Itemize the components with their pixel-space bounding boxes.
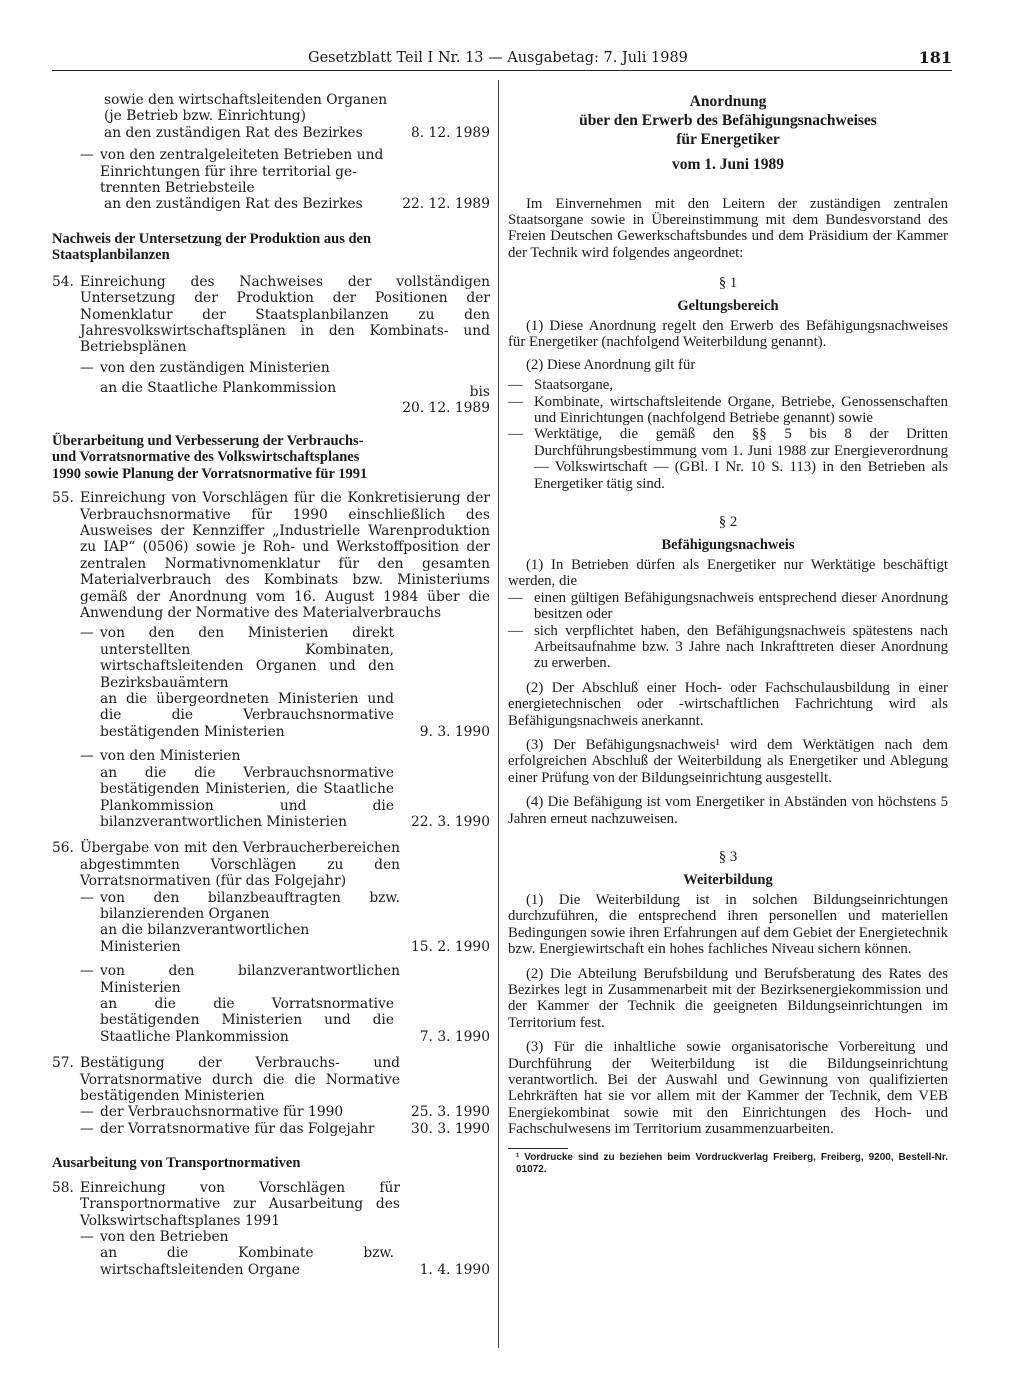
section-title: Befähigungsnachweis	[661, 536, 795, 553]
ordinance-date: vom 1. Juni 1989	[672, 156, 784, 173]
page-number: 181	[918, 48, 952, 67]
page-header	[52, 50, 952, 71]
deadline-row	[52, 196, 490, 212]
list-text: sich verpflichtet haben, den Befähigungsnachweis spätestens nach Arbeitsaufnahme bzw. 3 Jahre nach Inkrafttreten dieser Anordnung zu erwerben.	[534, 622, 948, 672]
dash-marker: —	[508, 589, 523, 606]
paragraph: (2) Der Abschluß einer Hoch- oder Fachschulausbildung in einer energietechnischen oder -wirtschaftlichen Fachrichtung wird als Befähigungsnachweis anerkannt.	[508, 679, 948, 729]
section-number: § 2	[718, 514, 738, 531]
dash-marker: —	[80, 748, 94, 765]
dash-marker: —	[80, 963, 94, 980]
recipient-text: an die übergeordneten Ministerien und die die Verbrauchsnormative bestätigenden Ministerien	[100, 691, 394, 740]
section-heading: und Vorratsnormative des Volkswirtschaftsplanes	[52, 449, 360, 466]
paragraph: (1) Diese Anordnung regelt den Erwerb des Befähigungsnachweises für Energetiker (nachfolgend Weiterbildung genannt).	[508, 318, 948, 351]
sub-text: der Vorratsnormative für das Folgejahr	[100, 1120, 375, 1137]
text-line: (je Betrieb bzw. Einrichtung)	[104, 108, 307, 125]
recipient-text: an die bilanzverantwortlichen Ministerien	[100, 922, 310, 955]
deadline-date: 15. 2. 1990	[411, 938, 490, 955]
dash-marker: —	[508, 393, 523, 410]
dash-marker: —	[80, 889, 94, 906]
deadline-row	[52, 1245, 490, 1278]
list-item	[52, 1104, 490, 1120]
recipient-text: an die die Vorratsnormative bestätigenden Ministerien und die Staatliche Plankommission	[100, 995, 394, 1045]
item-number: 54.	[52, 273, 74, 290]
list-item	[52, 748, 490, 764]
section-title: Weiterbildung	[683, 871, 773, 888]
list-text: Staatsorgane,	[534, 377, 614, 394]
recipient-text: an die Staatliche Plankommission	[100, 380, 337, 397]
footnote-rule	[508, 1148, 568, 1149]
column-divider	[498, 80, 499, 1348]
item-text: Einreichung von Vorschlägen für Transportnormative zur Ausarbeitung des Volkswirtschaftsplanes 1991	[80, 1179, 400, 1229]
paragraph: (3) Für die inhaltliche sowie organisatorische Vorbereitung und Durchführung der Weiterbildung ist die Bildungseinrichtung verantwortlich. Bei der Auswahl und Gewinnung von qualifizierten Lehrkräften hat sie vor allem mit der Kammer der Technik, dem VEB Energiekombinat sowie mit den Einrichtungen des Hoch- und Fachschulwesens im Territorium zusammenzuarbeiten.	[508, 1039, 948, 1138]
section-number: § 1	[718, 275, 738, 292]
text-line: sowie den wirtschaftsleitenden Organen	[104, 92, 388, 108]
sub-text: von den Ministerien	[100, 748, 241, 765]
section-heading: 1990 sowie Planung der Vorratsnormative für 1991	[52, 465, 368, 482]
list-item	[52, 625, 490, 691]
item-number: 58.	[52, 1179, 74, 1196]
sub-text: von den Betrieben	[100, 1228, 229, 1245]
sub-text: von den bilanzbeauftragten bzw. bilanzierenden Organen	[100, 889, 400, 922]
ordinance-title: für Energetiker	[676, 131, 780, 148]
right-column	[508, 92, 948, 1176]
list-item	[508, 590, 948, 623]
deadline-date: 1. 4. 1990	[419, 1261, 490, 1278]
dash-marker: —	[508, 426, 523, 443]
deadline-row	[52, 380, 490, 417]
paragraph: (1) Die Weiterbildung ist in solchen Bildungseinrichtungen durchzuführen, die entsprechend ihren personellen und materiellen Bedingungen sowie ihren Erfahrungen auf dem Gebiet der Energietechnik bzw. Energiewirtschaft ein hohes fachliches Niveau sichern können.	[508, 892, 948, 958]
item-number: 57.	[52, 1055, 74, 1072]
section-title: Geltungsbereich	[677, 297, 779, 314]
paragraph: (2) Die Abteilung Berufsbildung und Berufsberatung des Rates des Bezirkes legt in Zusammenarbeit mit der Bezirksenergiekommission und der Kammer der Technik die geeigneten Bildungseinrichtungen im Territorium fest.	[508, 965, 948, 1031]
paragraph: (4) Die Befähigung ist vom Energetiker in Abständen von höchstens 5 Jahren erneut nachzuweisen.	[508, 794, 948, 827]
section-heading: Ausarbeitung von Transportnormativen	[52, 1155, 301, 1172]
deadline-date: 8. 12. 1989	[411, 124, 490, 141]
list-text: Kombinate, wirtschaftsleitende Organe, Betriebe, Genossenschaften und Einrichtungen (nachfolgend Betriebe genannt) sowie	[534, 393, 948, 427]
list-item	[52, 1229, 490, 1245]
recipient-text: an den zuständigen Rat des Bezirkes	[104, 124, 363, 141]
item-text: Bestätigung der Verbrauchs- und Vorratsnormative durch die die Normative bestätigenden Ministerien	[80, 1055, 400, 1104]
sub-text: von den zuständigen Ministerien	[100, 359, 330, 376]
ordinance-title: über den Erwerb des Befähigungsnachweises	[579, 112, 877, 129]
dash-marker: —	[508, 622, 523, 639]
recipient-text: an die die Verbrauchsnormative bestätigenden Ministerien, die Staatliche Plankommission und die bilanzverantwortlichen Ministerien	[100, 764, 394, 830]
numbered-item	[52, 840, 490, 889]
numbered-item	[52, 490, 490, 621]
sub-text: der Verbrauchsnormative für 1990	[100, 1104, 344, 1121]
deadline-date: 22. 12. 1989	[402, 196, 490, 213]
deadline-date: 25. 3. 1990	[411, 1104, 490, 1121]
left-column	[52, 92, 490, 1278]
deadline-row	[52, 765, 490, 831]
deadline-row	[52, 922, 490, 955]
numbered-item	[52, 1055, 490, 1104]
list-item	[52, 147, 490, 196]
numbered-item	[52, 274, 490, 356]
dash-marker: —	[80, 1104, 94, 1121]
paragraph: (1) In Betrieben dürfen als Energetiker nur Werktätige beschäftigt werden, die	[508, 557, 948, 590]
list-text: Werktätige, die gemäß den §§ 5 bis 8 der Dritten Durchführungsbestimmung vom 1. Juni 1988 zur Energieverordnung — Volkswirtschaft — (GBl. I Nr. 10 S. 113) in den Betrieben als Energetiker tätig sind.	[534, 426, 948, 492]
item-text: Einreichung des Nachweises der vollständigen Untersetzung der Produktion der Positionen der Nomenklatur der Staatsplanbilanzen zu den Jahresvolkswirtschaftsplänen in den Kombinats- und Betriebsplänen	[80, 273, 490, 356]
recipient-text: an den zuständigen Rat des Bezirkes	[104, 196, 363, 213]
text-line: von den zentralgeleiteten Betrieben und	[100, 147, 384, 164]
dash-marker: —	[80, 1228, 94, 1245]
section-heading: Staatsplanbilanzen	[52, 247, 170, 264]
list-item	[52, 1121, 490, 1137]
item-number: 55.	[52, 490, 74, 507]
deadline-date: 22. 3. 1990	[411, 813, 490, 830]
item-text: Übergabe von mit den Verbraucherbereichen abgestimmten Vorschlägen zu den Vorratsnormativen (für das Folgejahr)	[80, 840, 400, 890]
item-text: Einreichung von Vorschlägen für die Konkretisierung der Verbrauchsnormative für 1990 einschließlich des Ausweises der Kennziffer „Industrielle Warenproduktion zu IAP“ (0506) sowie je Roh- und Werkstoffposition der zentralen Normativnomenklatur für den gesamten Materialverbrauch des Kombinats bzw. Ministeriums gemäß der Anordnung vom 16. August 1984 über die Anwendung der Normative des Materialverbrauchs	[80, 490, 490, 622]
list-item	[52, 963, 490, 996]
preamble: Im Einvernehmen mit den Leitern der zuständigen zentralen Staatsorgane sowie in Übereinstimmung mit dem Bundesvorstand des Freien Deutschen Gewerkschaftsbundes und dem Präsidium der Kammer der Technik wird folgendes angeordnet:	[508, 195, 948, 261]
dash-marker: —	[80, 1120, 94, 1137]
gazette-title: Gesetzblatt Teil I Nr. 13 — Ausgabetag: 7. Juli 1989	[308, 50, 688, 66]
list-item	[508, 623, 948, 672]
numbered-item	[52, 1180, 490, 1229]
deadline-date: bis 20. 12. 1989	[402, 383, 490, 417]
footnote: ¹ Vordrucke sind zu beziehen beim Vordruckverlag Freiberg, Freiberg, 9200, Bestell-Nr. 01072.	[516, 1151, 948, 1175]
list-item	[52, 890, 490, 923]
recipient-text: an die Kombinate bzw. wirtschaftsleitenden Organe	[100, 1245, 394, 1278]
deadline-date: 30. 3. 1990	[411, 1120, 490, 1137]
paragraph: (3) Der Befähigungsnachweis¹ wird dem Werktätigen nach dem erfolgreichen Abschluß der Weiterbildung als Energetiker und Ablegung einer Prüfung von der Bildungseinrichtung ausgestellt.	[508, 737, 948, 786]
list-item	[508, 377, 948, 393]
section-heading: Nachweis der Untersetzung der Produktion aus den	[52, 230, 372, 247]
ordinance-title: Anordnung	[689, 93, 767, 110]
text-line: Einrichtungen für ihre territorial ge-	[100, 163, 357, 180]
dash-marker: —	[80, 625, 94, 642]
dash-marker: —	[508, 377, 523, 394]
section-heading: Überarbeitung und Verbesserung der Verbrauchs-	[52, 432, 364, 449]
sub-text: von den bilanzverantwortlichen Ministerien	[100, 963, 400, 996]
item-number: 56.	[52, 840, 74, 857]
list-item	[52, 360, 490, 376]
section-number: § 3	[718, 849, 738, 866]
list-text: einen gültigen Befähigungsnachweis entsprechend dieser Anordnung besitzen oder	[534, 589, 948, 623]
list-item	[508, 426, 948, 492]
deadline-date: 9. 3. 1990	[419, 723, 490, 740]
deadline-row	[52, 125, 490, 141]
sub-text: von den den Ministerien direkt unterstellten Kombinaten, wirtschaftsleitenden Organen und den Bezirksbauämtern	[100, 625, 394, 691]
dash-marker: —	[80, 359, 94, 376]
dash-marker: —	[80, 147, 94, 164]
deadline-row	[52, 996, 490, 1045]
paragraph: (2) Diese Anordnung gilt für	[526, 356, 696, 373]
deadline-date: 7. 3. 1990	[419, 1028, 490, 1045]
text-line: trennten Betriebsteile	[100, 180, 255, 197]
deadline-row	[52, 691, 490, 740]
list-item	[508, 394, 948, 427]
